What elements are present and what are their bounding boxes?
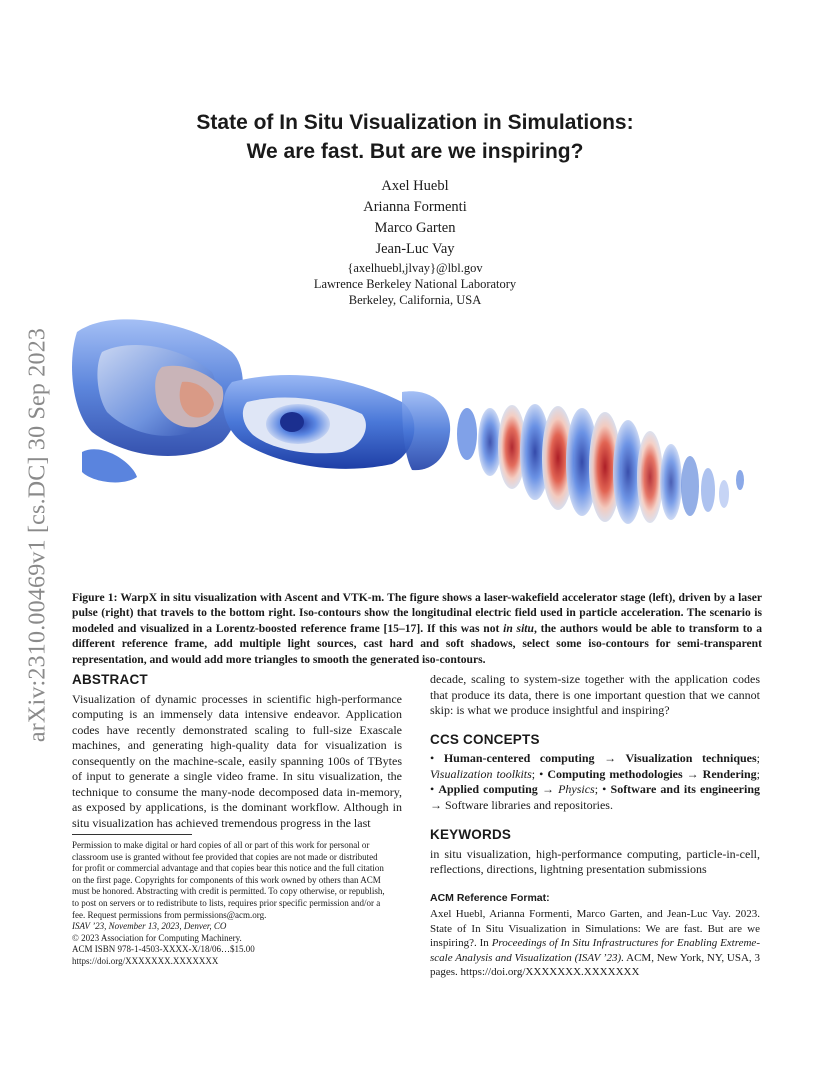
location: Berkeley, California, USA bbox=[348, 293, 482, 307]
author-name: Marco Garten bbox=[374, 220, 456, 236]
venue-line: ISAV ’23, November 13, 2023, Denver, CO bbox=[72, 921, 227, 932]
caption-text: , the authors would be able to transform to a different reference frame, add multiple light sources, cast hard and soft shadows, select some iso-contours for semi-transparent representation, and would add more triangles to smooth the generated iso-contours. bbox=[72, 621, 762, 666]
permission-line: Permission to make digital or hard copies of all or part of this work for personal or bbox=[72, 840, 370, 850]
title-line-2: We are fast. But are we inspiring? bbox=[246, 140, 584, 163]
permission-line: must be honored. Abstracting with credit is permitted. To copy otherwise, or republish, bbox=[72, 886, 385, 897]
title-line-1: State of In Situ Visualization in Simulations: bbox=[196, 111, 634, 134]
left-column bbox=[72, 672, 402, 831]
ccs-heading: CCS CONCEPTS bbox=[430, 731, 540, 747]
author-name: Arianna Formenti bbox=[363, 199, 467, 215]
acm-ref-italic: Proceedings of In Situ Infrastructures for Enabling Extreme-scale Analysis and Visualization (ISAV ’23). bbox=[430, 937, 760, 964]
ccs-bold: Software and its engineering bbox=[610, 782, 760, 796]
ccs-sep: ; bbox=[756, 751, 761, 765]
ccs-sep: → bbox=[537, 782, 559, 796]
copyright-line: © 2023 Association for Computing Machinery. bbox=[72, 932, 242, 943]
ccs-text: • Human-centered computing → Visualization techniques; Visualization toolkits; • Computing methodologies → Rendering; • Applied computing → Physics; • Software and its engineering → Software libraries and repositories. bbox=[430, 751, 761, 812]
permission-line: to post on servers or to redistribute to lists, requires prior specific permission and/or a bbox=[72, 897, 381, 908]
keywords-text: in situ visualization, high-performance computing, particle-in-cell, reflections, directions, lightning presentation submissions bbox=[430, 846, 760, 876]
permission-block bbox=[72, 840, 402, 968]
abstract-continued-text: decade, scaling to system-size together with the application codes that produce its data, there is one important question that we cannot skip: is what we produce insightful and inspiring? bbox=[430, 672, 760, 717]
figure-label: Figure 1: bbox=[72, 591, 118, 604]
isbn-line: ACM ISBN 978-1-4503-XXXX-X/18/06…$15.00 bbox=[72, 944, 255, 955]
teaser-figure-image bbox=[72, 312, 762, 580]
affiliation: Lawrence Berkeley National Laboratory bbox=[313, 277, 517, 291]
laser-pulse bbox=[457, 404, 744, 524]
abstract-text: Visualization of dynamic processes in scientific high-performance computing is an immensely data intensive endeavor. Application codes have recently demonstrated scaling to full-size Exascale machines, and generating high-quality data for visualization is consequently on the machine-scale, easily spanning 100s of TBytes of input to generate a single video frame. In situ visualization, the technique to consume the many-node decomposed data in-memory, as exposed by applications, is the dominant workflow. Although in situ visualization has achieved tremendous progress in the last bbox=[72, 691, 402, 830]
ccs-bold: Computing methodologies → Rendering bbox=[547, 766, 757, 781]
author-name: Axel Huebl bbox=[381, 178, 449, 194]
permission-line: fee. Request permissions from permissions@acm.org. bbox=[72, 909, 267, 920]
arxiv-id-text: arXiv:2310.00469v1 [cs.DC] 30 Sep 2023 bbox=[24, 327, 51, 743]
wake-structure bbox=[72, 319, 450, 482]
acm-ref-plain: ACM, New York, NY, USA, 3 pages. https://doi.org/XXXXXXX.XXXXXXX bbox=[430, 951, 760, 979]
acm-reference-section bbox=[430, 891, 760, 981]
acm-reference-heading: ACM Reference Format: bbox=[430, 891, 550, 904]
ccs-sep: ; • bbox=[531, 766, 548, 781]
ccs-sep: → Software libraries and repositories. bbox=[430, 797, 613, 812]
ccs-italic: Visualization toolkits bbox=[430, 766, 532, 781]
ccs-bold: Human-centered computing → Visualization techniques bbox=[443, 751, 757, 765]
acm-reference-text bbox=[430, 907, 760, 980]
author-block bbox=[200, 176, 630, 308]
ccs-italic: Physics bbox=[558, 782, 595, 796]
doi-line: https://doi.org/XXXXXXX.XXXXXXX bbox=[72, 955, 219, 966]
permission-line: on the first page. Copyrights for components of this work owned by others than ACM bbox=[72, 874, 381, 885]
keywords-heading: KEYWORDS bbox=[430, 827, 512, 842]
keywords-section bbox=[430, 827, 760, 878]
footnote-rule bbox=[72, 834, 192, 835]
author-name: Jean-Luc Vay bbox=[375, 241, 455, 257]
ccs-section bbox=[430, 732, 760, 814]
ccs-sep: ; • bbox=[594, 782, 611, 796]
figure-caption bbox=[72, 590, 762, 667]
ccs-sep: ; • bbox=[430, 766, 760, 796]
caption-text: WarpX in situ visualization with Ascent and VTK-m. The figure shows a laser-wakefield accelerator stage (left), driven by a laser pulse (right) that travels to the bottom right. Iso-contours show the longitudinal electric field used in particle acceleration. The scenario is modeled and visualized in a Lorentz-boosted reference frame [15–17]. If this was not bbox=[72, 591, 762, 635]
caption-italic: in situ bbox=[503, 621, 534, 635]
right-column bbox=[430, 672, 760, 980]
paper-title bbox=[100, 108, 730, 166]
ccs-bold: Applied computing bbox=[438, 782, 538, 796]
author-email: {axelhuebl,jlvay}@lbl.gov bbox=[347, 261, 483, 275]
acm-ref-plain: Axel Huebl, Arianna Formenti, Marco Garten, and Jean-Luc Vay. 2023. State of In Situ Visualization in Simulations: We are fast. But are we inspiring?. In bbox=[430, 908, 760, 950]
arxiv-stamp bbox=[20, 300, 56, 770]
permission-line: for profit or commercial advantage and that copies bear this notice and the full citation bbox=[72, 863, 384, 874]
abstract-heading: ABSTRACT bbox=[72, 672, 148, 687]
permission-line: classroom use is granted without fee provided that copies are not made or distributed bbox=[72, 851, 378, 862]
